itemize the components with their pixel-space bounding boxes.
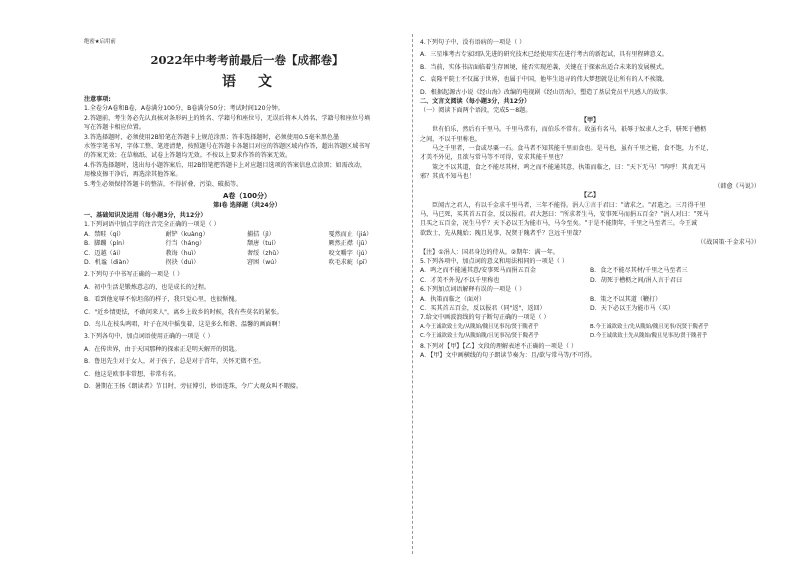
question-4: 4.下列句子中，没有语病的一项是（ ） [420, 39, 526, 46]
option: A．禁畦（qí） [84, 230, 125, 238]
option: C．买其首五百金，反以报君（同"返"，返回） [420, 304, 546, 312]
option: A．在传世界，由于天国那种的探索正是明天解开的钥匙。 [84, 345, 241, 353]
option: 戛然而止（jiá） [328, 230, 373, 238]
question-1: 1.下列词语中加点字的注音完全正确的一项是（ ） [84, 221, 220, 229]
right-column [420, 38, 760, 360]
section2-heading: 二、文言文阅读（每小题3分，共12分） [420, 98, 531, 106]
option: A．执策而临之（面对） [420, 295, 486, 303]
passage-line: 欲致士，先从隗始；隗且见事，况贤于隗者乎？岂远千里哉？ [420, 229, 585, 237]
option: 咬文嚼字（jú） [328, 249, 371, 257]
option: B．食之不能尽其材/千里之马至者三 [590, 267, 688, 275]
question-6: 6.下列加点词语解释有误的一项是（ ） [420, 286, 526, 294]
q1-options [84, 230, 410, 268]
note-line: 2.答题前，考生务必先认真核对条形码上的姓名、学籍号和座位号，无误后将本人姓名、学籍号和座位号填 [84, 114, 371, 122]
passage-line: 世有伯乐，然后有千里马。千里马常有，而伯乐不常有。故虽有名马，祇辱于奴隶人之手，骈死于槽枥 [432, 126, 707, 134]
passage-line: 臣闻古之君人，有以千金求千里马者，三年不能得。涓人①言于君曰："请求之。"君遣之。三月得千里 [432, 201, 706, 209]
column-divider [412, 34, 413, 554]
question-7: 7.给文中画波浪线的句子断句正确的一项是（ ） [420, 314, 550, 322]
question-2: 2.下列句子中书写正确的一项是（ ） [84, 271, 184, 279]
passage-jia-source: （韩愈《马说》） [714, 182, 760, 190]
note-line: 的答案无效；在草稿纸、试卷上答题均无效。不按以上要求作答的答案无效。 [84, 152, 292, 160]
passage-line: 马，马已死，买其首五百金，反以报君。君大怒曰："所求者生马，安事死马而捐五百金？"涓人对曰："死马 [420, 210, 709, 218]
question-8: 8.下列对【甲】【乙】文段的理解表述不正确的一项是（ ） [420, 342, 578, 350]
passage-yi-label: 【乙】 [580, 192, 600, 200]
notes-heading: 注意事项: [84, 96, 111, 103]
question-3: 3.下列各句中，加点词语使用正确的一项是（ ） [84, 333, 214, 341]
passage-line: 才美不外见，且欲与常马等不可得，安求其能千里也？ [420, 154, 567, 162]
option: 窘困（wú） [247, 258, 281, 266]
option: D．暑期在王扬《朗读者》节目时，旁征博引，妙语连珠，令广大观众叫不暇接。 [84, 382, 302, 390]
section1-heading: 一、基础知识及运用（每小题3分，共12分） [84, 211, 207, 219]
option: B．当前，实体书店面临着生存困境，能否实现逆袭，关键在于探索出适合未来的发展模式。 [420, 63, 668, 71]
passage-jia-label: 【甲】 [580, 116, 600, 124]
option: C．袁隆平院士不仅属于世界，也属于中国，他毕生追寻的伟大梦想就是让所有的人不挨饿。 [420, 76, 669, 84]
option: 颓唐（tuí） [247, 240, 280, 248]
option: B．看到他宠辱不惊坦荡的样子，我只觉心里，也很惭愧。 [84, 296, 241, 304]
option: D．胡死于槽枥之间/涓人言于君曰 [590, 276, 683, 284]
passage-line: 邪？其真不知马也！ [420, 173, 475, 181]
option: A．【甲】文中画横线的句子朗读节奏为：且/欲与常马等/不可得。 [420, 352, 596, 359]
option: 奢绥（zhǔ） [247, 249, 283, 257]
option: B．脚蹦（pín） [84, 240, 129, 248]
q7-options [420, 323, 760, 342]
note-line: 3.答选择题时，必须使用2B铅笔在答题卡上规范涂黑；答非选择题时，必须使用0.5毫米黑色墨 [84, 133, 340, 141]
option: A.今王诚欲致士先/从隗始/隗且见事况/贤于隗者乎 [420, 323, 539, 330]
option: 拐抉（duì） [165, 258, 200, 266]
footnote: 【注】①涓人：国君身边的侍从。②期年：满一年。 [420, 248, 559, 256]
option: D．天下必以王为能市马（买） [590, 304, 674, 312]
option: 厥然正襟（jū） [328, 240, 371, 248]
option: 耐铲（kuàng） [165, 230, 209, 238]
passage-jia [420, 125, 760, 181]
option: B．鲁迅先生对于女人，对于孩子，总是对于青年，关怀无微不至。 [84, 358, 265, 366]
passage-line: 马之千里者，一食或尽粟一石。食马者不知其能千里而食也。是马也，虽有千里之能，食不饱，力不足， [432, 145, 713, 153]
option: A．鸣之而不能通其意/安事死马而捐五百金 [420, 267, 536, 275]
option: C．才美不外见/不以千里称也 [420, 276, 500, 284]
subject-title: 语文 [222, 74, 294, 90]
option: 捕拮（jì） [247, 230, 275, 238]
q5-options [420, 266, 760, 285]
passage-line: 之间，不以千里称也。 [420, 135, 481, 143]
reading-instruction: （一）阅读下面两个语段，完成5～8题。 [420, 107, 532, 115]
option: B．策之不以其道（鞭打） [590, 295, 662, 303]
option: C.今王诚欲致士先/从隗始隗/且见事况/贤于隗者乎 [420, 333, 539, 340]
secret-label: 绝密★启用前 [84, 39, 116, 45]
notes-list [84, 104, 410, 189]
question-5: 5.下列各项中，加点词的意义和用法相同的一项是（ ） [420, 257, 568, 265]
option: C．"近乡情更怯，不敢问来人"，离乡上故乡的时候，我有些莫名的紧张。 [84, 308, 283, 316]
passage-line: 策之不以其道，食之不能尽其材，鸣之而不能通其意，执策而临之，曰："天下无马！"呜呼！其真无马 [432, 163, 706, 171]
section-a-heading: A卷（100分） [222, 192, 272, 201]
option: 教诲（huì） [165, 249, 200, 257]
passage-yi [420, 201, 760, 239]
note-line: 4.作答选择题时，选出每小题答案后，用2B铅笔把答题卡上对应题目选项的答案信息点涂黑；如需改动， [84, 161, 366, 169]
note-line: 写在答题卡相应位置。 [84, 124, 145, 132]
note-line: 用橡皮擦干净后，再选涂其他答案。 [84, 171, 182, 179]
option: B.今王诚欲致士/先从隗始/隗且见事/况贤于隗者乎 [590, 323, 709, 330]
option: C．他这是欧事非常想，非常有名。 [84, 370, 180, 378]
option: C．迈越（ái） [84, 249, 125, 257]
part1-heading: 第Ⅰ卷 选择题（共24分） [213, 202, 281, 210]
option: A．三星堆考古专家团队先进的研究技术已经使用实在进行考古的新起试，具有里程碑意义。 [420, 51, 668, 59]
note-line: 5.考生必须保持答题卡的整洁，不得折叠、污染、破损等。 [84, 180, 243, 188]
passage-yi-source: （《战国策·千金求马》） [697, 239, 760, 247]
option: D．鸟儿在枝头鸣唱，叶子在风中摇曳着，这是多么和谐、温馨的画面啊！ [84, 320, 284, 328]
left-column [84, 38, 410, 391]
q6-options [420, 295, 760, 314]
option: 行当（háng） [165, 240, 206, 248]
passage-line: 且买之五百金，况生马乎？天下必以王为能市马，马今至矣。"于是不能期年，千里之马至者三。今王诚 [420, 220, 698, 228]
option: D．根据起源古小说《经山海》改编的电视剧《经山历海》，塑造了基层党员平凡感人的故事。 [420, 88, 672, 96]
note-line: 1.全卷分A卷和B卷，A卷满分100分，B卷满分50分；考试时间120分钟。 [84, 105, 284, 113]
option: 吹毛求疵（pī） [328, 258, 371, 266]
option: D．机谧（diàn） [84, 258, 133, 266]
exam-title: 2022年中考考前最后一卷【成都卷】 [150, 53, 344, 67]
option: D.今王诚欲致士先从隗始/隗且见事况/贤于隗者乎 [590, 333, 708, 340]
option: A．初中生活是锻炼意志的，也是成长的过程。 [84, 283, 211, 291]
note-line: 水签字笔书写，字体工整、笔迹清楚，按照题号在答题卡各题目对应的答题区域内作答，超出答题区域书写 [84, 143, 371, 151]
